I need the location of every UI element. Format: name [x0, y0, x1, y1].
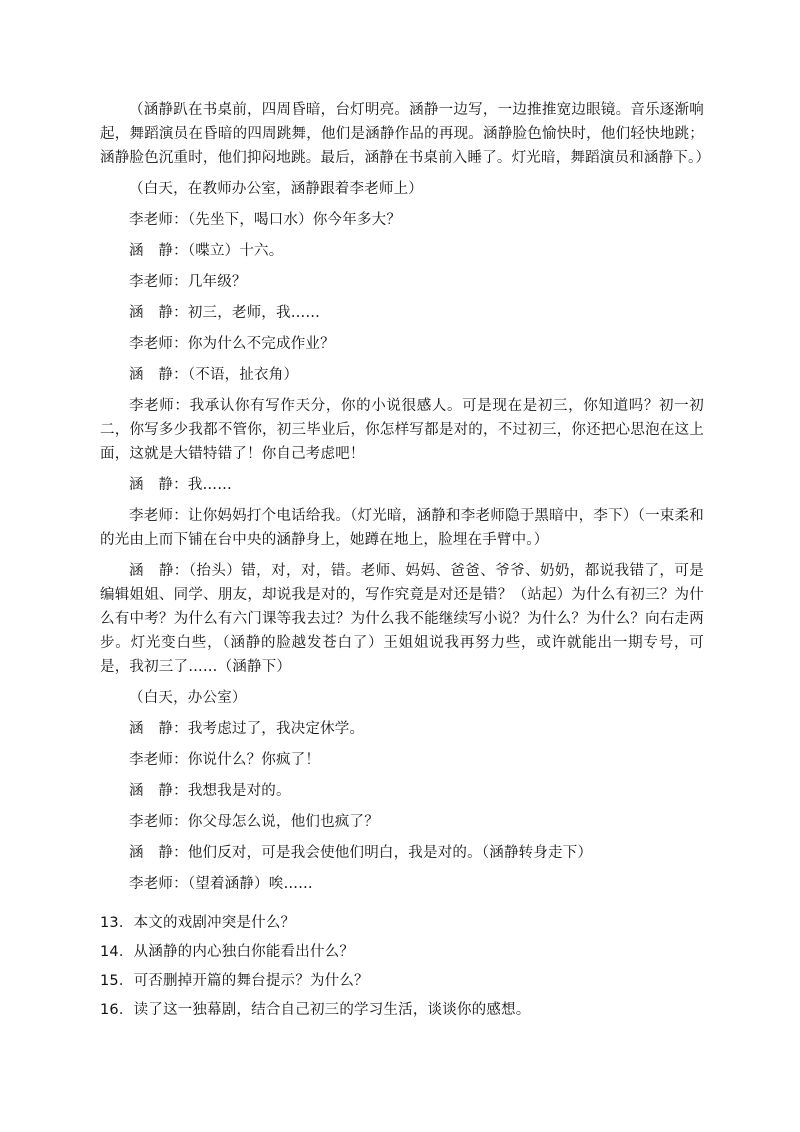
speech-text: 你为什么不完成作业？: [187, 336, 335, 352]
question-item: [100, 911, 704, 935]
speech-text: 我想我是对的。: [187, 783, 291, 799]
speech-text: 你父母怎么说，他们也疯了？: [187, 814, 379, 830]
dialogue-line: [100, 559, 704, 679]
speech-text: （先坐下，喝口水）你今年多大？: [187, 212, 402, 228]
dialogue-line: [100, 717, 704, 741]
speaker-label: 涵 静：: [129, 845, 188, 861]
dialogue-line: [100, 270, 704, 294]
speaker-label: 李老师：: [129, 876, 188, 892]
speech-text: 初三，老师，我……: [187, 305, 321, 321]
speaker-label: 涵 静：: [129, 305, 188, 321]
dialogue-line: [100, 363, 704, 387]
dialogue-line: [100, 394, 704, 466]
question-list: [100, 911, 704, 1027]
speech-text: （抬头）错，对，对，错。老师、妈妈、爸爸、爷爷、奶奶，都说我错了，可是编辑姐姐、同学、朋友，却说我是对的，写作究竟是对还是错？（站起）为什么有初三？为什么有中考？为什么有六门课等我去过？为什么我不能继续写小说？为什么？为什么？向右走两步。灯光变白些，（涵静的脸越发苍白了）王姐姐说我再努力些，或许就能出一期专号，可是，我初三了……（涵静下）: [100, 563, 704, 675]
speech-text: 他们反对，可是我会使他们明白，我是对的。（涵静转身走下）: [187, 845, 593, 861]
dialogue-line: [100, 208, 704, 232]
speech-text: 几年级？: [187, 274, 247, 290]
speaker-label: 涵 静：: [129, 243, 188, 259]
question-text: 从涵静的内心独白你能看出什么？: [133, 944, 355, 960]
dialogue-line: [100, 239, 704, 263]
speaker-label: 涵 静：: [129, 477, 188, 493]
question-text: 可否删掉开篇的舞台提示？为什么？: [133, 973, 369, 989]
speaker-label: 涵 静：: [129, 783, 188, 799]
speech-text: 让你妈妈打个电话给我。（灯光暗，涵静和李老师隐于黑暗中，李下）（一束柔和的光由上而下铺在台中央的涵静身上，她蹲在地上，脸埋在手臂中。）: [100, 508, 704, 548]
speaker-label: 李老师：: [129, 336, 188, 352]
dialogue-line: [100, 301, 704, 325]
speech-text: （望着涵静）唉……: [187, 876, 313, 892]
question-text: 本文的戏剧冲突是什么？: [133, 915, 296, 931]
speech-text: （喋立）十六。: [187, 243, 284, 259]
speech-text: 我……: [187, 477, 232, 493]
speaker-label: 涵 静：: [129, 721, 188, 737]
dialogue-line: [100, 473, 704, 497]
scene1-stage-direction: （白天，在教师办公室，涵静跟着李老师上）: [129, 181, 423, 197]
question-item: [100, 940, 704, 964]
question-item: [100, 998, 704, 1022]
scene2-stage-direction: （白天，办公室）: [129, 690, 247, 706]
dialogue-line: [100, 504, 704, 552]
question-number: 14．: [100, 944, 134, 960]
speaker-label: 涵 静：: [129, 367, 188, 383]
question-item: [100, 969, 704, 993]
speech-text: 我承认你有写作天分，你的小说很感人。可是现在是初三，你知道吗？初一初二，你写多少我都不管你，初三毕业后，你怎样写都是对的，不过初三，你还把心思泡在这上面，这就是大错特错了！你自己考虑吧！: [100, 398, 704, 462]
speaker-label: 李老师：: [129, 274, 188, 290]
dialogue-line: [100, 748, 704, 772]
script-body: [100, 98, 711, 903]
dialogue-line: [100, 810, 704, 834]
question-number: 15．: [100, 973, 134, 989]
dialogue-line: [100, 779, 704, 803]
speech-text: 你说什么？你疯了！: [187, 752, 321, 768]
question-number: 16．: [100, 1002, 134, 1018]
question-text: 读了这一独幕剧，结合自己初三的学习生活，谈谈你的感想。: [133, 1002, 531, 1018]
speech-text: 我考虑过了，我决定休学。: [187, 721, 365, 737]
speaker-label: 李老师：: [129, 212, 188, 228]
speech-text: （不语，扯衣角）: [187, 367, 299, 383]
dialogue-line: [100, 872, 704, 896]
speaker-label: 李老师：: [129, 752, 188, 768]
speaker-label: 涵 静：: [129, 563, 189, 579]
dialogue-line: [100, 841, 704, 865]
question-number: 13．: [100, 915, 134, 931]
opening-stage-direction: （涵静趴在书桌前，四周昏暗，台灯明亮。涵静一边写，一边推推宽边眼镜。音乐逐渐响起，舞蹈演员在昏暗的四周跳舞，他们是涵静作品的再现。涵静脸色愉快时，他们轻快地跳；涵静脸色沉重时，他们抑闷地跳。最后，涵静在书桌前入睡了。灯光暗，舞蹈演员和涵静下。）: [100, 102, 711, 166]
speaker-label: 李老师：: [129, 814, 188, 830]
speaker-label: 李老师：: [129, 398, 190, 414]
speaker-label: 李老师：: [129, 508, 188, 524]
dialogue-line: [100, 332, 704, 356]
